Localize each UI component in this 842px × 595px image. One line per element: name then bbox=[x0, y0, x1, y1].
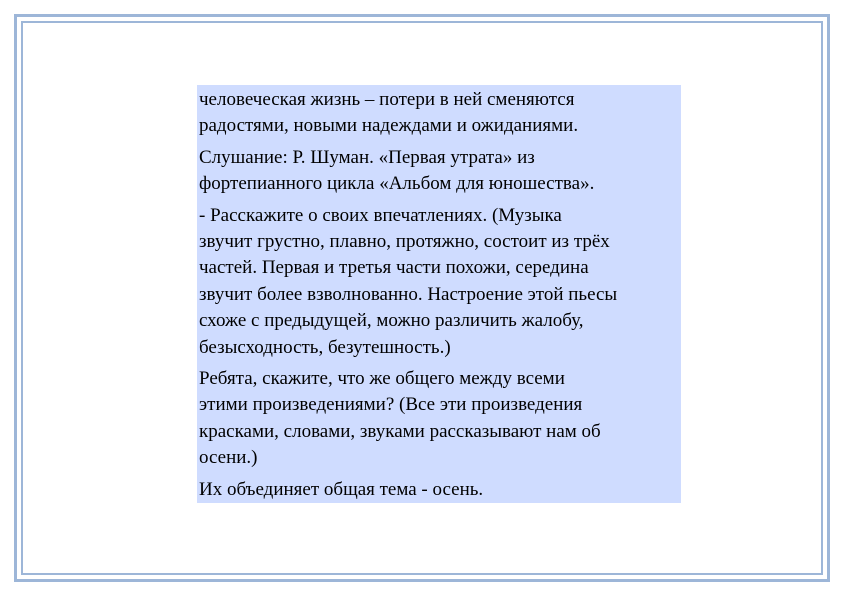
paragraph-conclusion: Их объединяет общая тема - осень. bbox=[199, 478, 484, 500]
paragraph-question: Ребята, скажите, что же общего между всеми этими произведениями? (Все эти произведения красками, словами, звуками рассказывают нам об осени.) bbox=[199, 368, 601, 469]
paragraph-impressions: - Расскажите о своих впечатлениях. (Музыка звучит грустно, плавно, протяжно, состоит из трёх частей. Первая и третья части похожи, середина звучит более взволнованно. Настроение этой пьесы схоже с предыдущей, можно различить жалобу, безысходность, безутешность.) bbox=[199, 204, 618, 358]
paragraph-listening: Слушание: Р. Шуман. «Первая утрата» из фортепианного цикла «Альбом для юношества». bbox=[199, 146, 595, 195]
text-box bbox=[197, 85, 681, 503]
paragraph-life-losses: человеческая жизнь – потери в ней сменяются радостями, новыми надеждами и ожиданиями. bbox=[199, 89, 579, 137]
